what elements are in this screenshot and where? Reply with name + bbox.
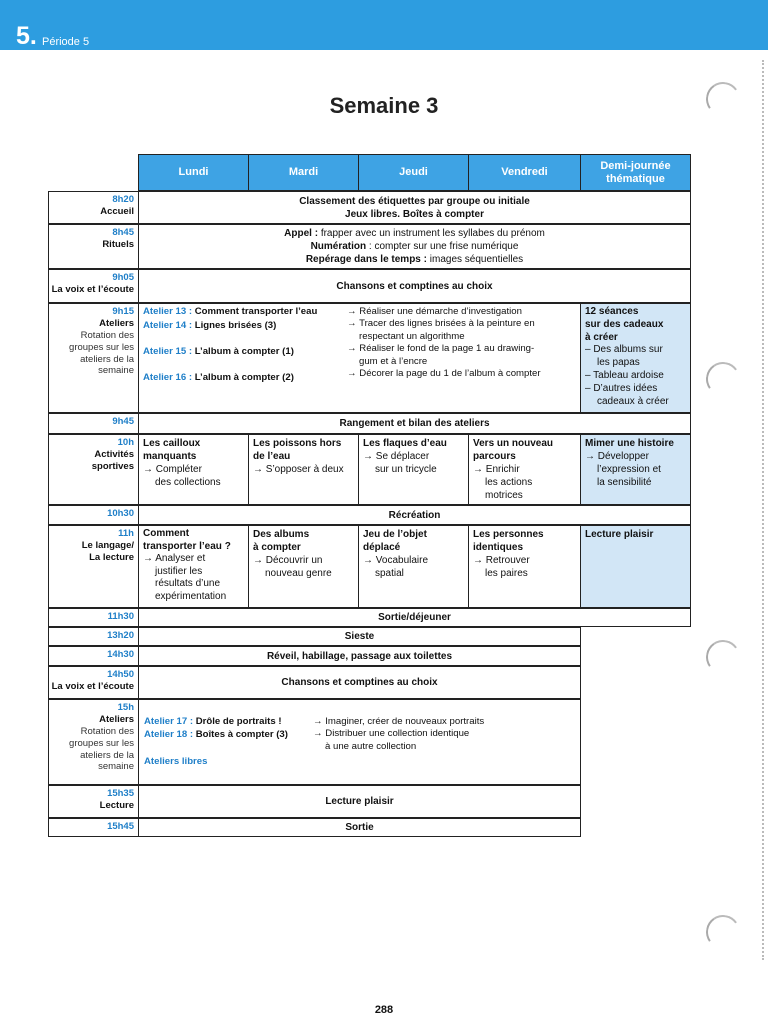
time-cell xyxy=(48,608,139,627)
time-label: 9h05 xyxy=(112,272,134,283)
time-cell xyxy=(48,505,139,525)
cell-title: Les poissons hors xyxy=(253,438,342,449)
time-cell xyxy=(48,646,139,666)
row-text: : compter sur une frise numérique xyxy=(366,241,519,252)
row-key: Repérage dans le temps : xyxy=(305,254,427,265)
time-cell xyxy=(48,269,139,303)
demi-text: cadeaux à créer xyxy=(597,395,669,407)
cell-title: transporter l’eau ? xyxy=(143,540,231,552)
atelier-key: Atelier 15 : xyxy=(143,346,193,357)
schedule-row-sortie xyxy=(138,818,581,837)
period-label: Période 5 xyxy=(42,36,90,48)
atelier-18 xyxy=(144,729,288,741)
atelier-13 xyxy=(143,306,317,318)
cell-title: Lecture plaisir xyxy=(585,529,654,540)
cell-text: justifier les xyxy=(155,565,203,577)
row-text: Jeux libres. Boîtes à compter xyxy=(345,208,484,220)
binder-hole xyxy=(703,637,742,676)
cell-title: Les personnes xyxy=(473,529,544,540)
cell-title: identiques xyxy=(473,542,524,553)
cell-text: sur un tricycle xyxy=(375,464,437,475)
schedule-row-recreation xyxy=(138,505,691,525)
row-text: Sortie/déjeuner xyxy=(378,612,451,623)
cell-text: des collections xyxy=(155,477,221,488)
sport-jeudi xyxy=(358,434,469,505)
activity-label: Rituels xyxy=(102,238,134,250)
activity-label: Activités sportives xyxy=(91,448,134,472)
time-cell xyxy=(48,627,139,646)
time-cell xyxy=(48,413,139,434)
atelier-name: Lignes brisées (3) xyxy=(192,320,277,331)
atelier-key: Atelier 13 : xyxy=(143,306,193,317)
objective-text: gum et à l’encre xyxy=(359,355,428,367)
sport-vendredi xyxy=(468,434,581,505)
cell-text: → Analyser et xyxy=(143,553,206,564)
activity-label: La voix et l’écoute xyxy=(51,283,134,295)
sport-lundi xyxy=(138,434,249,505)
cell-title: Vers un nouveau xyxy=(473,438,554,449)
cell-text: expérimentation xyxy=(155,590,227,602)
activity-label: Le langage/ La lecture xyxy=(81,539,134,563)
time-cell xyxy=(48,785,139,818)
column-header-jeudi: Jeudi xyxy=(358,154,469,191)
row-key: Numération xyxy=(310,241,367,252)
binder-hole xyxy=(703,359,742,398)
time-label: 10h30 xyxy=(107,508,134,519)
column-header-mardi: Mardi xyxy=(248,154,359,191)
time-label: 14h50 xyxy=(107,669,134,680)
cell-text: nouveau genre xyxy=(265,568,332,579)
row-text: frapper avec un instrument les syllabes du prénom xyxy=(318,228,545,239)
cell-text: les actions xyxy=(485,477,533,488)
cell-text: → Découvrir un xyxy=(253,555,323,566)
atelier-key: Ateliers libres xyxy=(144,756,208,767)
cell-title: Des albums xyxy=(253,529,310,540)
row-text: Lecture plaisir xyxy=(325,796,394,807)
time-label: 15h45 xyxy=(107,821,134,832)
row-text: Classement des étiquettes par groupe ou initiale xyxy=(299,195,530,207)
cell-text: → Compléter xyxy=(143,464,202,475)
cell-text: → Retrouver xyxy=(473,555,530,566)
row-key: Appel : xyxy=(284,228,319,239)
schedule-row-rangement xyxy=(138,413,691,434)
demi-text: – Tableau ardoise xyxy=(585,369,664,381)
page-number: 288 xyxy=(374,1004,394,1016)
activity-label: La voix et l’écoute xyxy=(51,680,134,692)
objective-text: → Décorer la page du 1 de l’album à compter xyxy=(347,368,541,380)
atelier-objectives xyxy=(313,716,484,753)
demi-text: les papas xyxy=(597,357,640,369)
row-text: Chansons et comptines au choix xyxy=(336,280,493,292)
binder-perforation xyxy=(760,60,764,960)
row-text: Réveil, habillage, passage aux toilettes xyxy=(266,650,453,662)
time-label: 9h15 xyxy=(112,306,134,317)
column-header-demi-journee: Demi-journée thématique xyxy=(580,154,691,191)
schedule-row-voix xyxy=(138,269,691,303)
binder-hole xyxy=(703,912,742,951)
cell-text: la sensibilité xyxy=(597,477,652,488)
cell-title: Mimer une histoire xyxy=(585,438,674,449)
activity-label: Lecture xyxy=(99,799,134,811)
page-title: Semaine 3 xyxy=(329,93,439,118)
chapter-header-bar xyxy=(0,0,768,50)
cell-title: Jeu de l’objet xyxy=(363,529,427,540)
objective-text: → Réaliser le fond de la page 1 au drawing- xyxy=(347,343,535,355)
column-header-vendredi: Vendredi xyxy=(468,154,581,191)
atelier-name: Comment transporter l’eau xyxy=(192,306,318,317)
cell-title: Les flaques d’eau xyxy=(363,438,447,449)
atelier-16 xyxy=(143,372,294,384)
time-cell xyxy=(48,191,139,224)
cell-text: spatial xyxy=(375,568,404,579)
cell-title: manquants xyxy=(143,451,197,462)
time-label: 15h35 xyxy=(107,788,134,799)
sport-demi-journee xyxy=(580,434,691,505)
row-text: Sortie xyxy=(345,822,374,833)
time-cell xyxy=(48,525,139,608)
atelier-name: Drôle de portraits ! xyxy=(193,716,282,727)
atelier-name: L’album à compter (2) xyxy=(192,372,294,383)
langage-mardi xyxy=(248,525,359,608)
cell-title: Comment xyxy=(143,528,190,539)
time-cell xyxy=(48,818,139,837)
atelier-key: Atelier 17 : xyxy=(144,716,194,727)
time-label: 11h xyxy=(118,528,134,539)
cell-text: → Vocabulaire xyxy=(363,555,429,566)
row-text: Récréation xyxy=(388,509,441,521)
langage-lundi xyxy=(138,525,249,608)
time-label: 13h20 xyxy=(107,630,134,641)
cell-text: motrices xyxy=(485,490,523,501)
schedule-row-voix-apres-midi xyxy=(138,666,581,699)
activity-sublabel: Rotation des groupes sur les ateliers de la semaine xyxy=(69,329,134,377)
objective-text: → Distribuer une collection identique xyxy=(313,728,470,740)
time-cell xyxy=(48,666,139,699)
objective-text: → Imaginer, créer de nouveaux portraits xyxy=(313,716,485,727)
cell-title: à compter xyxy=(253,542,301,553)
cell-title: parcours xyxy=(473,451,516,462)
demi-text: – Des albums sur xyxy=(585,344,663,356)
time-label: 10h xyxy=(117,437,134,448)
activity-label: Ateliers xyxy=(99,713,134,725)
cell-text: l’expression et xyxy=(597,464,661,475)
atelier-objectives xyxy=(347,306,541,381)
atelier-name: Boîtes à compter (3) xyxy=(193,729,288,740)
time-label: 8h45 xyxy=(112,227,134,238)
row-text: Chansons et comptines au choix xyxy=(281,677,438,688)
cell-title: de l’eau xyxy=(253,451,291,462)
atelier-key: Atelier 14 : xyxy=(143,320,193,331)
atelier-name: L’album à compter (1) xyxy=(192,346,294,357)
atelier-15 xyxy=(143,346,294,358)
schedule-row-lecture xyxy=(138,785,581,818)
schedule-row-reveil xyxy=(138,646,581,666)
activity-label: Ateliers xyxy=(99,317,134,329)
cell-text: les paires xyxy=(485,568,528,579)
schedule-row-ateliers-apres-midi xyxy=(138,699,581,785)
atelier-14 xyxy=(143,320,276,332)
cell-title: déplacé xyxy=(363,542,401,553)
schedule-row-ateliers xyxy=(138,303,581,413)
demi-text: sur des cadeaux xyxy=(585,318,664,330)
cell-text: résultats d’une xyxy=(155,578,221,589)
cell-text: → Développer xyxy=(585,451,649,462)
sport-mardi xyxy=(248,434,359,505)
langage-vendredi xyxy=(468,525,581,608)
demi-text: 12 séances xyxy=(585,306,639,317)
atelier-17 xyxy=(144,716,282,728)
objective-text: respectant un algorithme xyxy=(359,330,465,342)
schedule-row-rituels xyxy=(138,224,691,269)
row-text: Rangement et bilan des ateliers xyxy=(339,418,490,429)
demi-text: à créer xyxy=(585,331,618,343)
ateliers-libres xyxy=(144,756,207,768)
column-header-lundi: Lundi xyxy=(138,154,249,191)
time-cell xyxy=(48,224,139,269)
langage-jeudi xyxy=(358,525,469,608)
objective-text: → Réaliser une démarche d’investigation xyxy=(347,306,522,317)
time-cell xyxy=(48,434,139,505)
time-label: 8h20 xyxy=(112,194,134,205)
time-cell xyxy=(48,699,139,785)
atelier-key: Atelier 16 : xyxy=(143,372,193,383)
objective-text: → Tracer des lignes brisées à la peinture en xyxy=(347,318,535,330)
schedule-row-sieste xyxy=(138,627,581,646)
time-cell xyxy=(48,303,139,413)
activity-label: Accueil xyxy=(100,205,134,217)
chapter-number: 5. xyxy=(16,22,37,50)
time-label: 11h30 xyxy=(107,611,134,622)
cell-text: → Se déplacer xyxy=(363,451,430,462)
schedule-row-accueil xyxy=(138,191,691,224)
activity-sublabel: Rotation des groupes sur les ateliers de la semaine xyxy=(69,725,134,773)
schedule-row-sortie-dejeuner xyxy=(138,608,691,627)
atelier-key: Atelier 18 : xyxy=(144,729,194,740)
time-label: 9h45 xyxy=(112,416,134,427)
cell-title: Les cailloux xyxy=(143,438,201,449)
demi-journee-cadeaux xyxy=(580,303,691,413)
row-text: Sieste xyxy=(344,631,375,642)
time-label: 14h30 xyxy=(107,649,134,660)
objective-text: à une autre collection xyxy=(325,740,417,752)
row-text: images séquentielles xyxy=(426,254,524,265)
langage-demi-journee xyxy=(580,525,691,608)
time-label: 15h xyxy=(117,702,134,713)
demi-text: – D’autres idées xyxy=(585,382,658,394)
cell-text: → S’opposer à deux xyxy=(253,464,344,475)
cell-text: → Enrichir xyxy=(473,464,520,475)
